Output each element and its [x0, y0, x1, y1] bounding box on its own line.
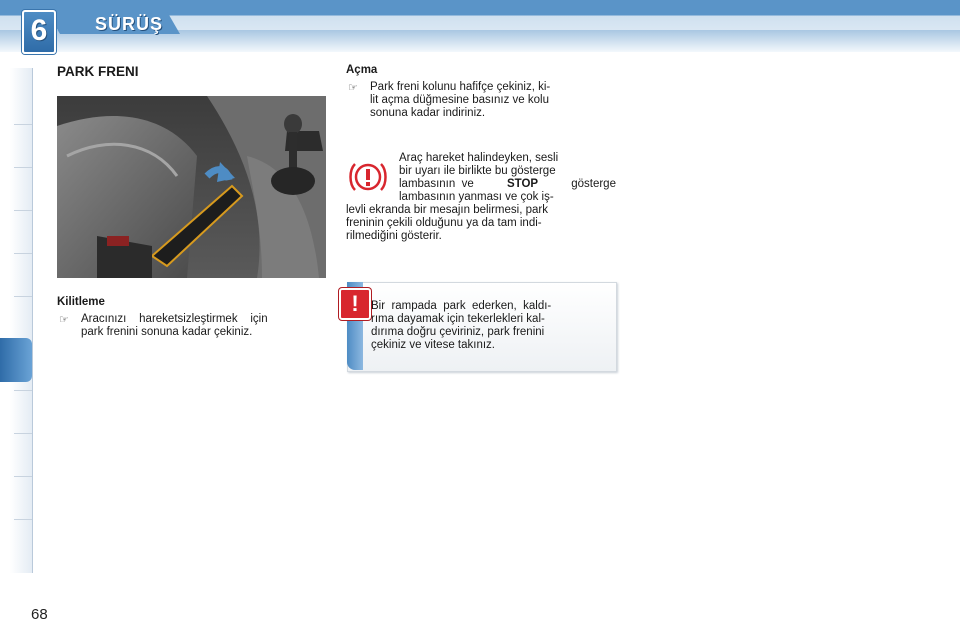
- chapter-tab-divider: [14, 124, 32, 125]
- locking-line: park frenini sonuna kadar çekiniz.: [81, 326, 253, 338]
- release-line: sonuna kadar indiriniz.: [370, 107, 486, 119]
- stop-note-line: levli ekranda bir mesajın belirmesi, park: [346, 204, 548, 216]
- stop-keyword: STOP: [506, 178, 539, 190]
- warning-line: Bir rampada park ederken, kaldı-: [371, 300, 552, 312]
- stop-note-line: rilmediğini gösterir.: [346, 230, 442, 242]
- pointing-hand-icon: ☞: [59, 314, 69, 326]
- chapter-tab-divider: [14, 167, 32, 168]
- chapter-tabs: [10, 68, 33, 573]
- stop-note-line: freninin çekili olduğunu ya da tam indi-: [346, 217, 542, 229]
- chapter-number: 6: [30, 14, 48, 47]
- warning-line: rıma dayamak için tekerlekleri kal-: [371, 313, 545, 325]
- page-number: 68: [31, 606, 48, 623]
- stop-note-line: lambasının yanması ve çok iş-: [399, 191, 554, 203]
- release-line: lit açma düğmesine basınız ve kolu: [370, 94, 549, 106]
- exclamation-icon: !: [339, 288, 371, 320]
- stop-note-line: Araç hareket halindeyken, sesli: [399, 152, 559, 164]
- chapter-tab-divider: [14, 519, 32, 520]
- chapter-tab-divider: [14, 253, 32, 254]
- warning-line: dırıma doğru çeviriniz, park frenini: [371, 326, 545, 338]
- release-line: Park freni kolunu hafifçe çekiniz, ki-: [370, 81, 551, 93]
- stop-note-line: lambasının ve: [399, 178, 474, 190]
- chapter-tab-divider: [14, 390, 32, 391]
- stop-warning-light-icon: [349, 160, 387, 194]
- chapter-badge: [22, 10, 56, 54]
- release-title: Açma: [346, 64, 378, 76]
- locking-line: Aracınızı hareketsizleştirmek için: [81, 313, 268, 325]
- chapter-tab-divider: [14, 210, 32, 211]
- chapter-tab-divider: [14, 476, 32, 477]
- pointing-hand-icon: ☞: [348, 82, 358, 94]
- stop-note-line: bir uyarı ile birlikte bu gösterge: [399, 165, 556, 177]
- page-heading: PARK FRENI: [57, 64, 139, 79]
- section-title: SÜRÜŞ: [95, 14, 164, 34]
- stop-note-line: gösterge: [571, 178, 616, 190]
- locking-title: Kilitleme: [57, 296, 105, 308]
- warning-line: çekiniz ve vitese takınız.: [371, 339, 495, 351]
- handbrake-photo: [57, 96, 326, 278]
- chapter-tab-divider: [14, 296, 32, 297]
- chapter-tab-active[interactable]: [0, 338, 32, 382]
- chapter-tab-divider: [14, 433, 32, 434]
